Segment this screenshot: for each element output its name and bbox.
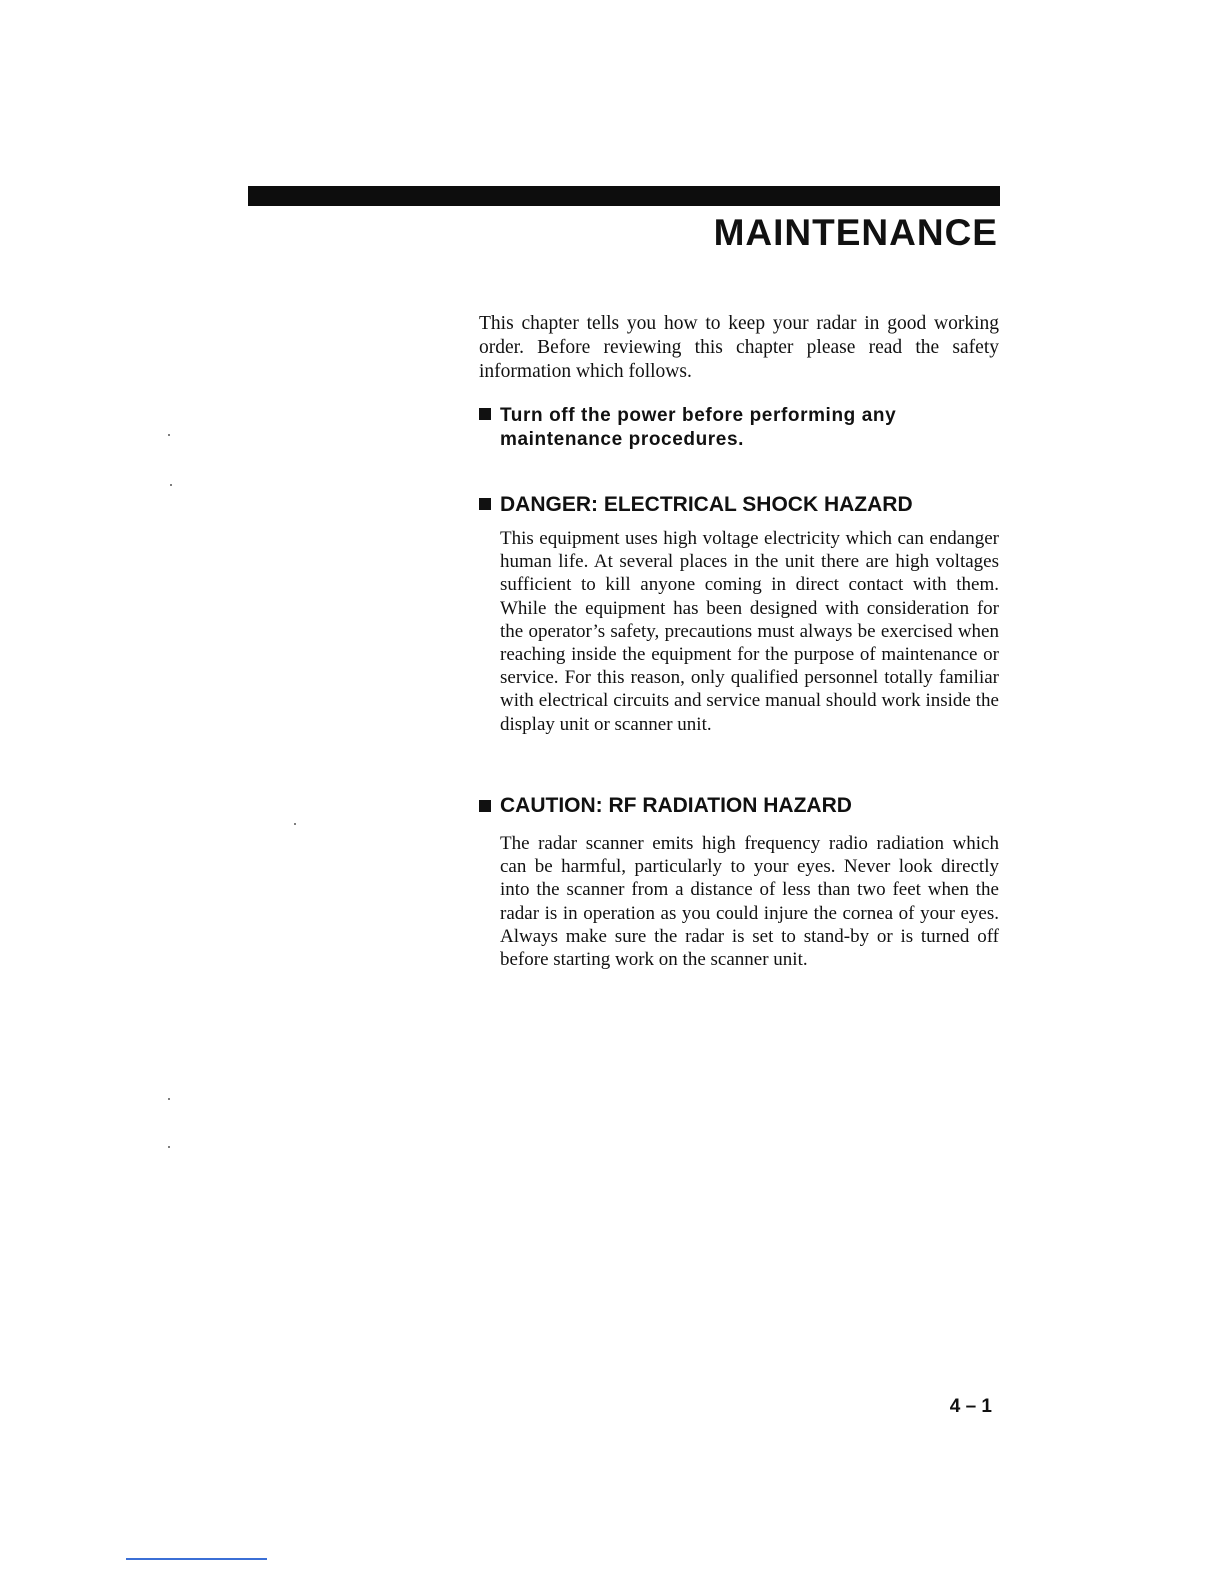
intro-paragraph: This chapter tells you how to keep your radar in good working order. Before reviewing this chapter please read the safety information which follows.: [479, 313, 999, 382]
bullet-icon: [479, 498, 491, 510]
scan-speck: [294, 823, 296, 825]
scan-speck: [170, 484, 172, 486]
power-off-warning: Turn off the power before performing any maintenance procedures.: [500, 405, 897, 450]
chapter-header-rule: [248, 186, 1000, 206]
page-number: 4 – 1: [949, 1396, 992, 1417]
scan-speck: [168, 1098, 170, 1100]
chapter-title: MAINTENANCE: [713, 212, 998, 253]
scan-speck: [168, 1146, 170, 1148]
danger-body: This equipment uses high voltage electricity which can endanger human life. At several places in the unit there are high voltages sufficient to kill anyone coming in direct contact with them. While the equipment has been designed with consideration for the operator’s safety, precautions must always be exercised when reaching inside the equipment for the purpose of maintenance or service. For this reason, only qualified personnel totally familiar with electrical circuits and service manual should work inside the display unit or scanner unit.: [500, 528, 999, 735]
scan-speck: [168, 434, 170, 436]
bullet-icon: [479, 800, 491, 812]
caution-body: The radar scanner emits high frequency radio radiation which can be harmful, particularly to your eyes. Never look directly into the scanner from a distance of less than two feet when the radar is in operation as you could injure the cornea of your eyes. Always make sure the radar is set to stand-by or is turned off before starting work on the scanner unit.: [500, 833, 999, 971]
caution-heading: CAUTION: RF RADIATION HAZARD: [500, 794, 852, 817]
danger-heading: DANGER: ELECTRICAL SHOCK HAZARD: [500, 493, 913, 516]
bullet-icon: [479, 408, 491, 420]
footer-rule: [126, 1558, 267, 1560]
